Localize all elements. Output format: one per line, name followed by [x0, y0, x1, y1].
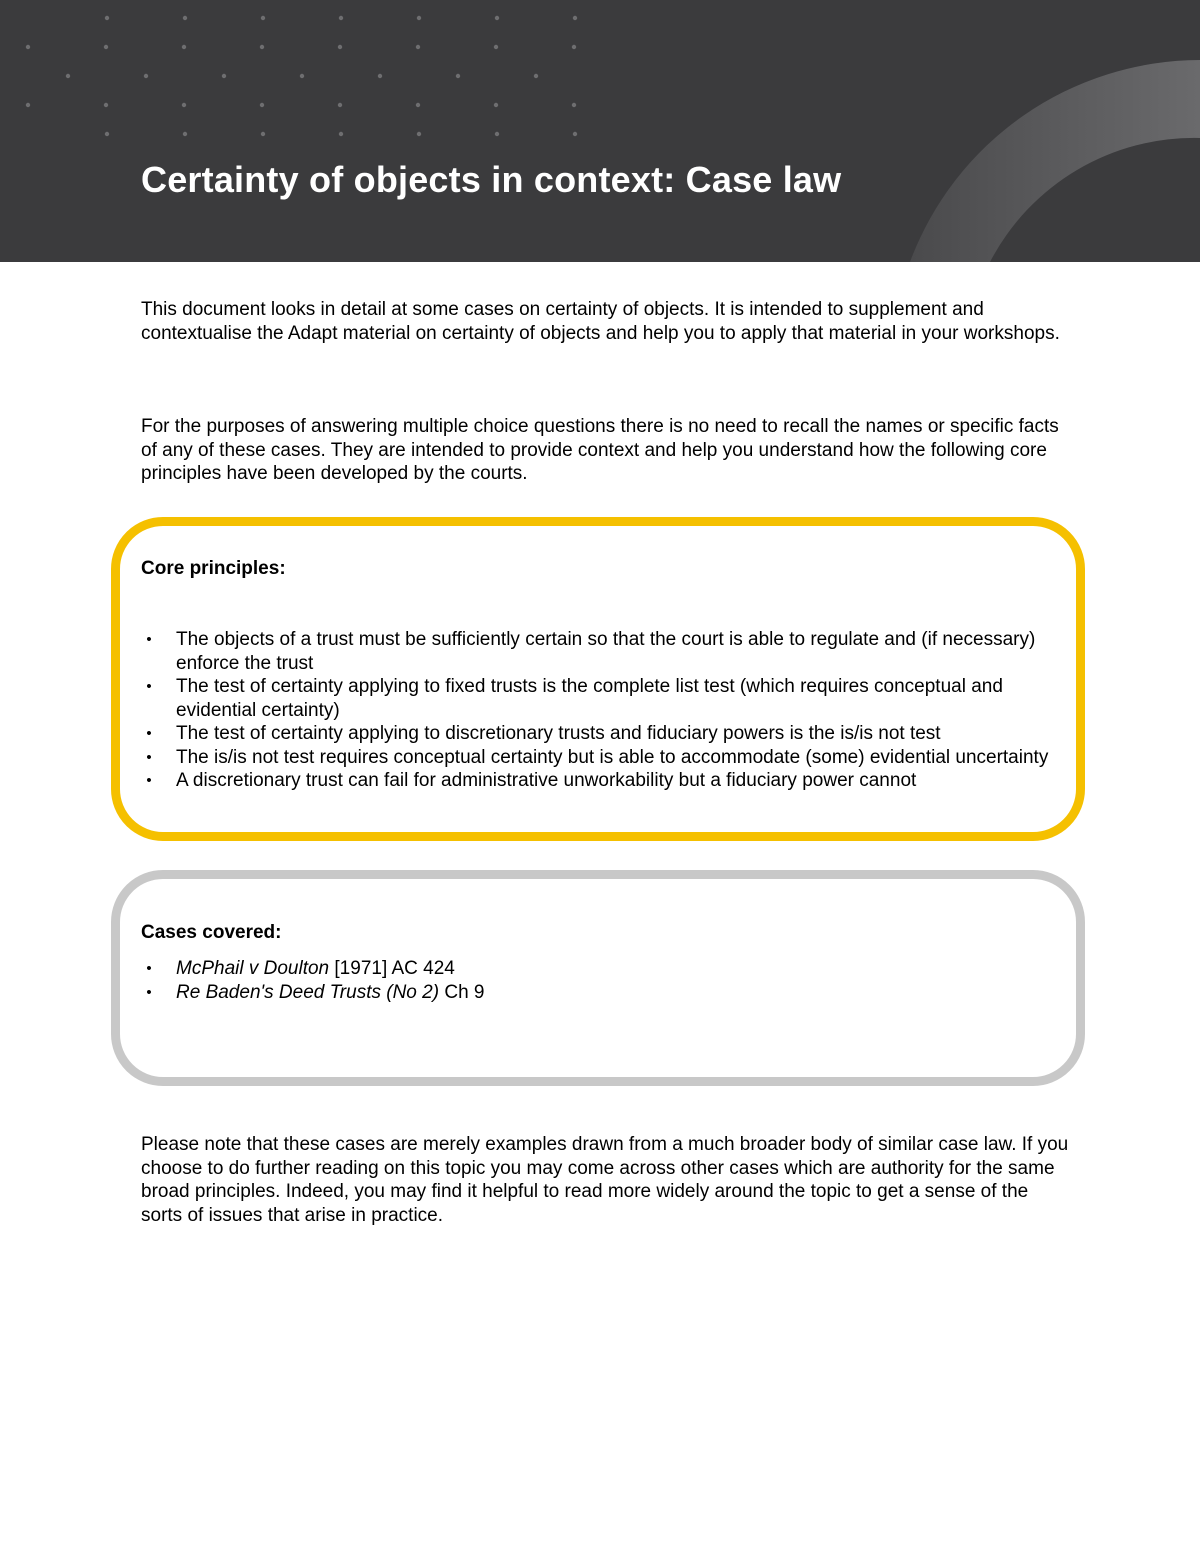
- list-item: [141, 769, 1071, 793]
- dot: [66, 74, 70, 78]
- bullet-icon: •: [146, 631, 152, 648]
- dot: [261, 16, 265, 20]
- bullet-icon: •: [146, 725, 152, 742]
- bullet-icon: •: [146, 960, 152, 977]
- dot: [416, 45, 420, 49]
- case-citation: Ch 9: [439, 981, 485, 1003]
- dot: [104, 45, 108, 49]
- dot: [182, 45, 186, 49]
- list-item: [141, 981, 1071, 1005]
- bullet-icon: •: [146, 748, 152, 766]
- dot: [183, 132, 187, 136]
- dot: [261, 132, 265, 136]
- dot: [378, 74, 382, 78]
- list-item: [141, 722, 1071, 746]
- dot: [456, 74, 460, 78]
- dot: [105, 132, 109, 136]
- dot: [104, 103, 108, 107]
- dot: [572, 103, 576, 107]
- bullet-icon: •: [146, 678, 152, 695]
- intro-paragraph-1: This document looks in detail at some cases on certainty of objects. It is intended to supplement and contextualise the Adapt material on certainty of objects and help you to apply that material in your workshops.: [141, 299, 1060, 344]
- dot: [417, 132, 421, 136]
- dot: [222, 74, 226, 78]
- principle-text: The test of certainty applying to fixed trusts is the complete list test (which requires conceptual and evidential certainty): [176, 676, 1003, 721]
- dot: [494, 45, 498, 49]
- principle-text: The is/is not test requires conceptual certainty but is able to accommodate (some) evidential uncertainty: [176, 746, 1049, 768]
- case-citation: [1971] AC 424: [329, 958, 455, 979]
- dot: [338, 45, 342, 49]
- list-item: [141, 957, 1071, 981]
- header-decoration: [0, 0, 1200, 262]
- dot: [573, 16, 577, 20]
- list-item: [141, 675, 1071, 722]
- case-name: McPhail v Doulton: [176, 958, 330, 979]
- dot-pattern: [26, 16, 577, 136]
- dot: [105, 16, 109, 20]
- dot: [260, 45, 264, 49]
- dot: [260, 103, 264, 107]
- dot: [573, 132, 577, 136]
- list-item: [141, 746, 1071, 770]
- dot: [339, 132, 343, 136]
- bullet-icon: •: [146, 772, 152, 789]
- dot: [417, 16, 421, 20]
- dot: [572, 45, 576, 49]
- core-principles-heading: Core principles:: [141, 558, 286, 579]
- dot: [339, 16, 343, 20]
- dot: [300, 74, 304, 78]
- dot: [494, 103, 498, 107]
- bullet-icon: •: [146, 983, 152, 1001]
- dot: [416, 103, 420, 107]
- arc-shape: [910, 60, 1200, 262]
- principle-text: The test of certainty applying to discretionary trusts and fiduciary powers is the is/is not test: [176, 723, 941, 744]
- closing-paragraph: Please note that these cases are merely examples drawn from a much broader body of similar case law. If you choose to do further reading on this topic you may come across other cases which are authority for the same broad principles. Indeed, you may find it helpful to read more widely around the topic to get a sense of the sorts of issues that arise in practice.: [141, 1134, 1069, 1226]
- principle-text: The objects of a trust must be sufficiently certain so that the court is able to regulate and (if necessary) enforce the trust: [176, 629, 1036, 674]
- dot: [144, 74, 148, 78]
- cases-covered-heading: Cases covered:: [141, 922, 282, 943]
- dot: [183, 16, 187, 20]
- dot: [26, 45, 30, 49]
- dot: [182, 103, 186, 107]
- dot: [26, 103, 30, 107]
- intro-paragraph-2: For the purposes of answering multiple choice questions there is no need to recall the names or specific facts of any of these cases. They are intended to provide context and help you understand how the following core principles have been developed by the courts.: [141, 416, 1059, 484]
- page-title: Certainty of objects in context: Case law: [141, 159, 842, 200]
- list-item: [141, 628, 1071, 675]
- dot: [495, 16, 499, 20]
- core-principles-list: [141, 628, 1071, 793]
- header-banner: [0, 0, 1200, 262]
- cases-covered-list: [141, 957, 1071, 1004]
- dot: [338, 103, 342, 107]
- case-name: Re Baden's Deed Trusts (No 2): [176, 981, 440, 1003]
- principle-text: A discretionary trust can fail for administrative unworkability but a fiduciary power cannot: [176, 770, 917, 791]
- dot: [495, 132, 499, 136]
- dot: [534, 74, 538, 78]
